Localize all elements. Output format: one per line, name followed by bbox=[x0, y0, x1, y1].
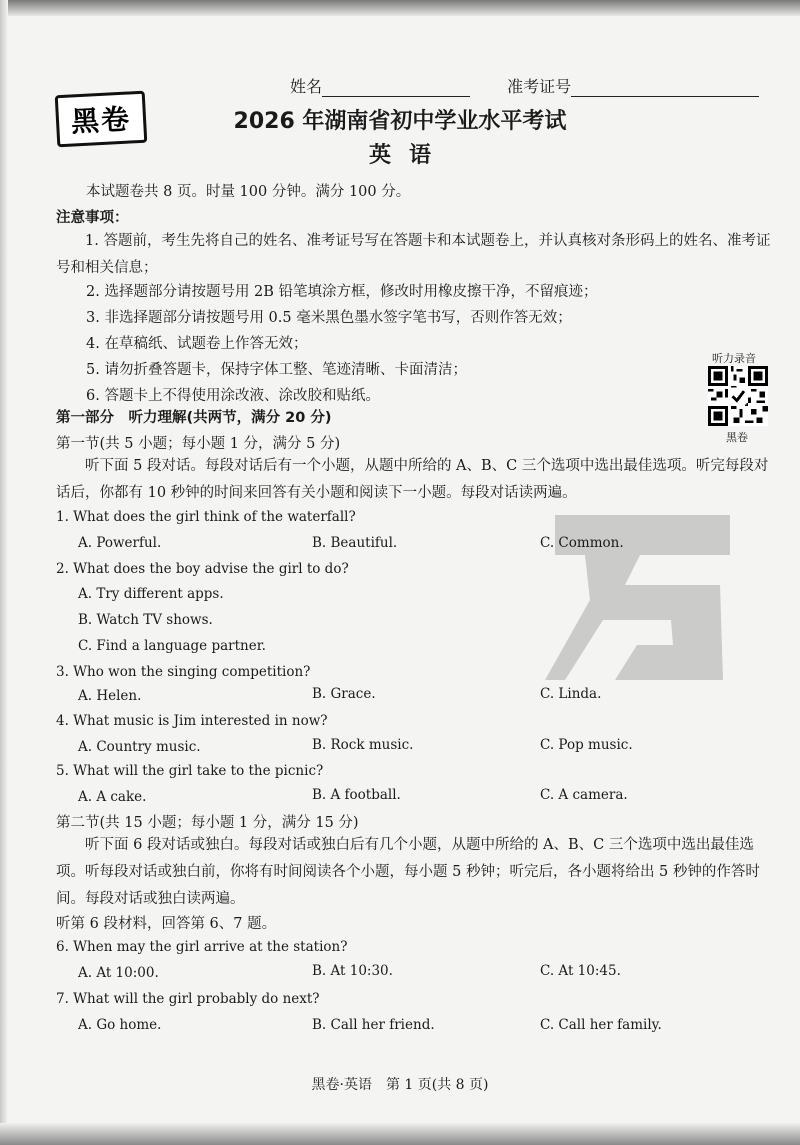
question-5-option-c: C. A camera. bbox=[540, 787, 628, 803]
question-3-option-c: C. Linda. bbox=[540, 686, 602, 702]
note-item-3: 3. 非选择题部分请按题号用 0.5 毫米黑色墨水签字笔书写，否则作答无效； bbox=[86, 310, 572, 326]
question-1-option-b: B. Beautiful. bbox=[312, 535, 398, 551]
question-5-option-b: B. A football. bbox=[312, 787, 401, 803]
question-7-option-b: B. Call her friend. bbox=[312, 1017, 435, 1033]
question-7-option-c: C. Call her family. bbox=[540, 1017, 662, 1033]
question-5-stem: 5. What will the girl take to the picnic? bbox=[56, 763, 324, 779]
subject-title: 英语 bbox=[368, 143, 449, 168]
section2-instructions: 听下面 6 段对话或独白。每段对话或独白后有几个小题，从题中所给的 A、B、C 三个选项中选出最佳选项。听每段对话或独白前，你将有时间阅读各个小题，每小题 5 秒钟；听完后，各小题将给出 5 秒钟的作答时间。每段对话或独白读两遍。 bbox=[56, 837, 760, 907]
scan-left-edge bbox=[0, 0, 8, 1145]
question-1-option-c: C. Common. bbox=[540, 535, 624, 551]
question-4-option-b: B. Rock music. bbox=[312, 737, 414, 753]
name-id-row bbox=[290, 74, 759, 97]
question-5-option-a: A. A cake. bbox=[78, 789, 147, 805]
question-1-stem: 1. What does the girl think of the waterfall? bbox=[56, 509, 356, 525]
question-7-option-a: A. Go home. bbox=[78, 1017, 162, 1033]
question-4-option-a: A. Country music. bbox=[78, 739, 201, 755]
question-3-stem: 3. Who won the singing competition? bbox=[56, 664, 311, 680]
question-3-option-a: A. Helen. bbox=[78, 688, 142, 704]
question-4-option-c: C. Pop music. bbox=[540, 737, 633, 753]
page-footer: 黑卷·英语 第 1 页(共 8 页) bbox=[311, 1077, 489, 1093]
question-6-option-a: A. At 10:00. bbox=[78, 965, 159, 981]
question-6-option-c: C. At 10:45. bbox=[540, 963, 621, 979]
question-2-option-b: B. Watch TV shows. bbox=[78, 612, 213, 628]
question-4-stem: 4. What music is Jim interested in now? bbox=[56, 713, 328, 729]
name-blank bbox=[322, 80, 470, 97]
question-2-option-c: C. Find a language partner. bbox=[78, 638, 266, 654]
exam-title: 2026 年湖南省初中学业水平考试 bbox=[233, 109, 567, 134]
note-item-6: 6. 答题卡上不得使用涂改液、涂改胶和贴纸。 bbox=[86, 388, 380, 404]
question-6-option-b: B. At 10:30. bbox=[312, 963, 393, 979]
note-item-2: 2. 选择题部分请按题号用 2B 铅笔填涂方框，修改时用橡皮擦干净，不留痕迹； bbox=[86, 284, 598, 300]
name-label: 姓名 bbox=[290, 77, 323, 96]
intro-line: 本试题卷共 8 页。时量 100 分钟。满分 100 分。 bbox=[86, 184, 411, 200]
qr-sub-label: 黑卷 bbox=[726, 431, 748, 444]
note-item-4: 4. 在草稿纸、试题卷上作答无效； bbox=[86, 336, 308, 352]
id-blank bbox=[571, 80, 759, 97]
question-3-option-b: B. Grace. bbox=[312, 686, 376, 702]
part1-heading: 第一部分 听力理解(共两节，满分 20 分) bbox=[56, 410, 332, 426]
material-6-note: 听第 6 段材料，回答第 6、7 题。 bbox=[56, 916, 277, 932]
notes-heading: 注意事项： bbox=[56, 210, 129, 226]
black-paper-stamp: 黑卷 bbox=[55, 91, 148, 148]
scan-top-edge bbox=[0, 0, 800, 16]
question-2-stem: 2. What does the boy advise the girl to do? bbox=[56, 561, 349, 577]
qr-label: 听力录音 bbox=[712, 352, 756, 365]
question-7-stem: 7. What will the girl probably do next? bbox=[56, 991, 320, 1007]
question-6-stem: 6. When may the girl arrive at the station? bbox=[56, 939, 348, 955]
section1-instructions: 听下面 5 段对话。每段对话后有一个小题，从题中所给的 A、B、C 三个选项中选出最佳选项。听完每段对话后，你都有 10 秒钟的时间来回答有关小题和阅读下一小题。每段对话读两遍。 bbox=[56, 458, 769, 501]
note-item-5: 5. 请勿折叠答题卡，保持字体工整、笔迹清晰、卡面清洁； bbox=[86, 362, 467, 378]
section2-heading: 第二节(共 15 小题；每小题 1 分，满分 15 分) bbox=[56, 815, 359, 831]
note-item-1: 1. 答题前，考生先将自己的姓名、准考证号写在答题卡和本试题卷上，并认真核对条形码上的姓名、准考证号和相关信息； bbox=[56, 233, 771, 276]
question-1-option-a: A. Powerful. bbox=[78, 535, 162, 551]
qr-code-icon[interactable] bbox=[708, 366, 768, 426]
scan-bottom-edge bbox=[0, 1123, 800, 1145]
question-2-option-a: A. Try different apps. bbox=[78, 586, 224, 602]
id-label: 准考证号 bbox=[507, 77, 572, 96]
section1-heading: 第一节(共 5 小题；每小题 1 分，满分 5 分) bbox=[56, 436, 341, 452]
